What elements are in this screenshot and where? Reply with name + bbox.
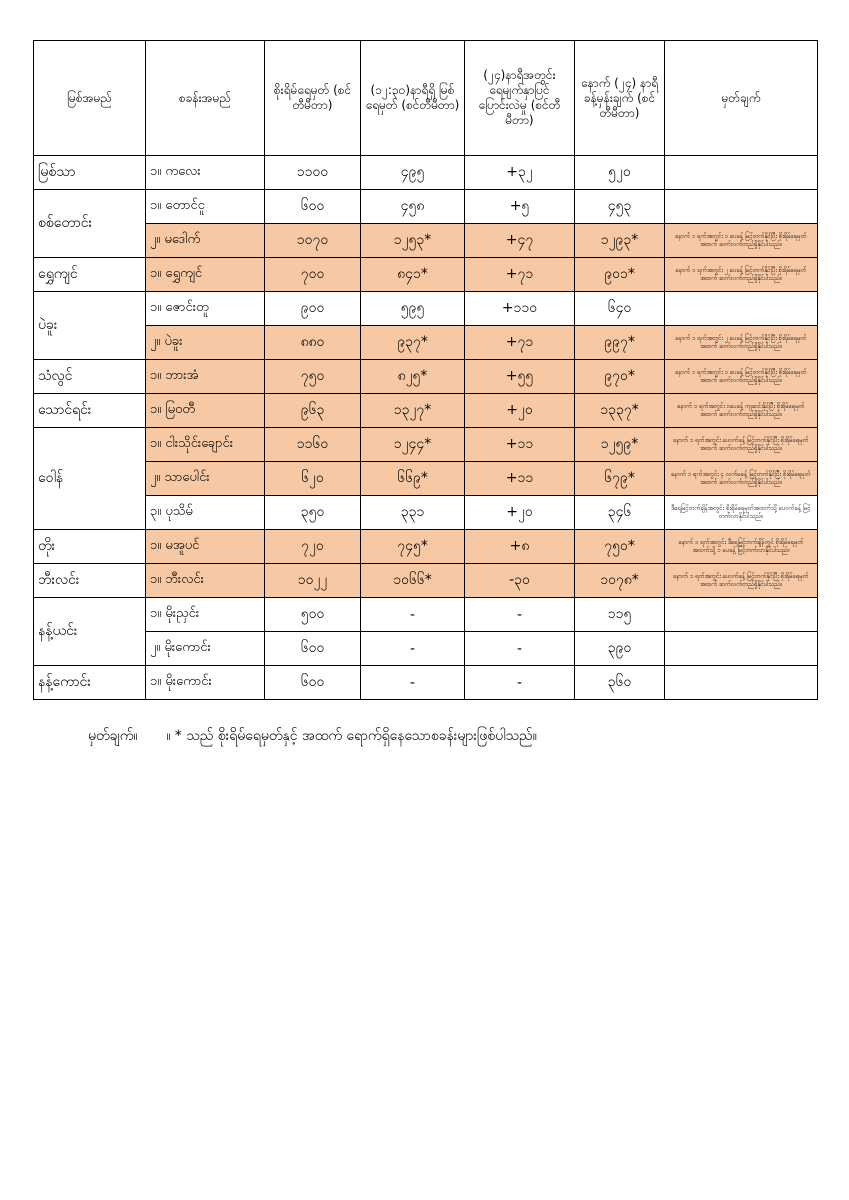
- change-cell: +၅၅: [465, 360, 575, 394]
- station-name-cell: ၂။ သာပေါင်း: [146, 462, 265, 496]
- forecast-cell: ၉၉၇*: [575, 326, 665, 360]
- change-cell: +၁၁: [465, 428, 575, 462]
- change-cell: +၁၁: [465, 462, 575, 496]
- table-row: [34, 360, 818, 394]
- danger-level-cell: ၇၂၀: [265, 530, 361, 564]
- forecast-cell: ၇၅၀*: [575, 530, 665, 564]
- station-name-cell: ၁။ မိုးညှင်း: [146, 598, 265, 632]
- current-level-cell: ၁၀၆၆*: [361, 564, 465, 598]
- river-name-cell: သံလွင်: [34, 360, 146, 394]
- forecast-cell: ၁၂၉၃*: [575, 224, 665, 258]
- forecast-cell: ၉၀၁*: [575, 258, 665, 292]
- table-row: [34, 190, 818, 224]
- danger-level-cell: ၁၀၇၀: [265, 224, 361, 258]
- river-name-cell: ပဲခူး: [34, 292, 146, 360]
- river-name-cell: နန့်ယင်း: [34, 598, 146, 666]
- remark-cell: [665, 156, 818, 190]
- station-name-cell: ၁။ မြဝတီ: [146, 394, 265, 428]
- table-row: [34, 462, 818, 496]
- current-level-cell: ၁၂၅၃*: [361, 224, 465, 258]
- current-level-cell: ၁၃၂၇*: [361, 394, 465, 428]
- forecast-cell: ၅၂၀: [575, 156, 665, 190]
- remark-cell: နောက် ၁ ရက်အတွင်း ပေဝက်ခန့် မြင့်တက်နိုင်ပြီး စိုးရိမ်ရေမှတ်အထက် ဆက်လက်တည်ရှိနိုင်ပါသည်။: [665, 428, 818, 462]
- change-cell: -၃၀: [465, 564, 575, 598]
- forecast-cell: ၆၇၉*: [575, 462, 665, 496]
- current-level-cell: ၃၃၁: [361, 496, 465, 530]
- change-cell: -: [465, 666, 575, 700]
- change-cell: +၁၁၀: [465, 292, 575, 326]
- station-name-cell: ၁။ တောင်ငူ: [146, 190, 265, 224]
- table-row: [34, 632, 818, 666]
- river-name-cell: တိုး: [34, 530, 146, 564]
- station-name-cell: ၁။ ငါးသိုင်းချောင်း: [146, 428, 265, 462]
- danger-level-cell: ၆၀၀: [265, 190, 361, 224]
- water-level-table: [33, 40, 818, 700]
- station-name-cell: ၁။ မိုးကောင်း: [146, 666, 265, 700]
- table-row: [34, 666, 818, 700]
- change-cell: +၂၀: [465, 394, 575, 428]
- header-river: မြစ်အမည်: [34, 41, 146, 156]
- station-name-cell: ၁။ ဘားအံ: [146, 360, 265, 394]
- header-remark: မှတ်ချက်: [665, 41, 818, 156]
- danger-level-cell: ၁၁၆၀: [265, 428, 361, 462]
- remark-cell: ဒီရေမြင့်တက်ချိန်အတွင်း စိုးရိမ်ရေမှတ်အထက်သို့ ပေဝက်ခန့် မြင့်တက်လာနိုင်ပါသည်။: [665, 496, 818, 530]
- current-level-cell: ၆၆၉*: [361, 462, 465, 496]
- forecast-cell: ၆၄၀: [575, 292, 665, 326]
- danger-level-cell: ၈၈၀: [265, 326, 361, 360]
- danger-level-cell: ၉၀၀: [265, 292, 361, 326]
- current-level-cell: ၈၄၁*: [361, 258, 465, 292]
- station-name-cell: ၃။ ပုသိမ်: [146, 496, 265, 530]
- danger-level-cell: ၆၀၀: [265, 666, 361, 700]
- station-name-cell: ၂။ မဒေါက်: [146, 224, 265, 258]
- remark-cell: [665, 666, 818, 700]
- danger-level-cell: ၇၅၀: [265, 360, 361, 394]
- change-cell: +၄၇: [465, 224, 575, 258]
- table-row: [34, 564, 818, 598]
- remark-cell: နောက် ၁ ရက်အတွင်း ၁ ပေခန့် မြင့်တက်နိုင်ပြီး စိုးရိမ်ရေမှတ်အထက် ဆက်လက်တည်ရှိနိုင်ပါသည်။: [665, 224, 818, 258]
- current-level-cell: ၁၂၄၄*: [361, 428, 465, 462]
- header-forecast: နောက် (၂၄) နာရီ ခန့်မှန်းချက် (စင်တီမီတာ): [575, 41, 665, 156]
- remark-cell: နောက် ၁ ရက်အတွင်း ဒီရေမြင့်တက်ချိန်တွင် စိုးရိမ်ရေမှတ်အထက်သို့ ၁ ပေခန့် မြင့်တက်လာနိုင်ပါသည်။: [665, 530, 818, 564]
- current-level-cell: -: [361, 666, 465, 700]
- forecast-cell: ၃၄၆: [575, 496, 665, 530]
- forecast-cell: ၁၃၃၇*: [575, 394, 665, 428]
- river-name-cell: ဘီးလင်း: [34, 564, 146, 598]
- change-cell: +၇၁: [465, 326, 575, 360]
- remark-cell: [665, 190, 818, 224]
- current-level-cell: ၈၂၅*: [361, 360, 465, 394]
- river-name-cell: စစ်တောင်း: [34, 190, 146, 258]
- remark-cell: [665, 598, 818, 632]
- current-level-cell: ၇၄၅*: [361, 530, 465, 564]
- table-row: [34, 326, 818, 360]
- station-name-cell: ၁။ ဇောင်းတူ: [146, 292, 265, 326]
- danger-level-cell: ၆၀၀: [265, 632, 361, 666]
- current-level-cell: ၄၉၅: [361, 156, 465, 190]
- table-row: [34, 394, 818, 428]
- table-row: [34, 428, 818, 462]
- change-cell: +၇၁: [465, 258, 575, 292]
- table-row: [34, 530, 818, 564]
- change-cell: +၃၂: [465, 156, 575, 190]
- footnote: [88, 726, 561, 747]
- remark-cell: [665, 632, 818, 666]
- table-row: [34, 292, 818, 326]
- current-level-cell: ၅၉၅: [361, 292, 465, 326]
- footnote-text: ။ * သည် စိုးရိမ်ရေမှတ်နှင့် အထက် ရောက်ရှိနေသောစခန်းများဖြစ်ပါသည်။: [166, 728, 537, 744]
- river-name-cell: ရွှေကျင်: [34, 258, 146, 292]
- table-row: [34, 224, 818, 258]
- current-level-cell: -: [361, 598, 465, 632]
- remark-cell: နောက် ၁ ရက်အတွင်း ၁ပေခန့် ကျဆင်းနိုင်ပြီး စိုးရိမ်ရေမှတ်အထက် ဆက်လက်တည်ရှိနိုင်ပါသည်။: [665, 394, 818, 428]
- remark-cell: [665, 292, 818, 326]
- forecast-cell: ၁၂၅၉*: [575, 428, 665, 462]
- danger-level-cell: ၇၀၀: [265, 258, 361, 292]
- table-row: [34, 156, 818, 190]
- change-cell: +၈: [465, 530, 575, 564]
- forecast-cell: ၃၉၀: [575, 632, 665, 666]
- station-name-cell: ၁။ မအူပင်: [146, 530, 265, 564]
- river-name-cell: နန့်ကောင်း: [34, 666, 146, 700]
- station-name-cell: ၁။ ရွှေကျင်: [146, 258, 265, 292]
- header-row: [34, 41, 818, 156]
- header-station: စခန်းအမည်: [146, 41, 265, 156]
- header-24h-change: (၂၄)နာရီအတွင်း ရေမျက်နှာပြင် ပြောင်းလဲမှု (စင်တီမီတာ): [465, 41, 575, 156]
- forecast-cell: ၁၀၇၈*: [575, 564, 665, 598]
- remark-cell: နောက် ၁ ရက်အတွင်း ၁ ပေခန့် မြင့်တက်နိုင်ပြီး စိုးရိမ်ရေမှတ်အထက် ဆက်လက်တည်ရှိနိုင်ပါသည်။: [665, 360, 818, 394]
- remark-cell: နောက် ၁ ရက်အတွင်း ၄ လက်မခန့် မြင့်တက်နိုင်ပြီး စိုးရိမ်ရေမှတ်အထက် ဆက်လက်တည်ရှိနိုင်ပါသည်။: [665, 462, 818, 496]
- danger-level-cell: ၅၀၀: [265, 598, 361, 632]
- remark-cell: နောက် ၁ ရက်အတွင်း ၂ ပေခန့် မြင့်တက်နိုင်ပြီး စိုးရိမ်ရေမှတ်အထက် ဆက်လက်တည်ရှိနိုင်ပါသည်။: [665, 326, 818, 360]
- river-name-cell: မြစ်သာ: [34, 156, 146, 190]
- remark-cell: နောက် ၁ ရက်အတွင်း ပေဝက်ခန့် မြင့်တက်နိုင်ပြီး စိုးရိမ်ရေမှတ်အထက် ဆက်လက်တည်ရှိနိုင်ပါသည်။: [665, 564, 818, 598]
- forecast-cell: ၄၅၃: [575, 190, 665, 224]
- station-name-cell: ၁။ ကလေး: [146, 156, 265, 190]
- current-level-cell: ၄၅၈: [361, 190, 465, 224]
- station-name-cell: ၂။ ပဲခူး: [146, 326, 265, 360]
- forecast-cell: ၁၁၅: [575, 598, 665, 632]
- table-row: [34, 496, 818, 530]
- table-body: [34, 156, 818, 700]
- danger-level-cell: ၁၁၀၀: [265, 156, 361, 190]
- current-level-cell: -: [361, 632, 465, 666]
- footnote-label: မှတ်ချက်။: [88, 728, 138, 744]
- danger-level-cell: ၉၆၃: [265, 394, 361, 428]
- change-cell: -: [465, 598, 575, 632]
- header-danger-level: စိုးရိမ်ရေမှတ် (စင်တီမီတာ): [265, 41, 361, 156]
- table-row: [34, 258, 818, 292]
- danger-level-cell: ၆၂၀: [265, 462, 361, 496]
- station-name-cell: ၁။ ဘီးလင်း: [146, 564, 265, 598]
- station-name-cell: ၂။ မိုးကောင်း: [146, 632, 265, 666]
- danger-level-cell: ၁၀၂၂: [265, 564, 361, 598]
- river-name-cell: သောင်ရင်း: [34, 394, 146, 428]
- change-cell: -: [465, 632, 575, 666]
- change-cell: +၅: [465, 190, 575, 224]
- current-level-cell: ၉၃၇*: [361, 326, 465, 360]
- change-cell: +၂၀: [465, 496, 575, 530]
- river-name-cell: ဝေါန်: [34, 428, 146, 530]
- remark-cell: နောက် ၁ ရက်အတွင်း ၂ ပေခန့် မြင့်တက်နိုင်ပြီး စိုးရိမ်ရေမှတ်အထက် ဆက်လက်တည်ရှိနိုင်ပါသည်။: [665, 258, 818, 292]
- forecast-cell: ၃၆၀: [575, 666, 665, 700]
- danger-level-cell: ၃၅၀: [265, 496, 361, 530]
- header-current-level: (၁၂:၃၀)နာရီရှိ မြစ်ရေမှတ် (စင်တီမီတာ): [361, 41, 465, 156]
- table-row: [34, 598, 818, 632]
- forecast-cell: ၉၇၀*: [575, 360, 665, 394]
